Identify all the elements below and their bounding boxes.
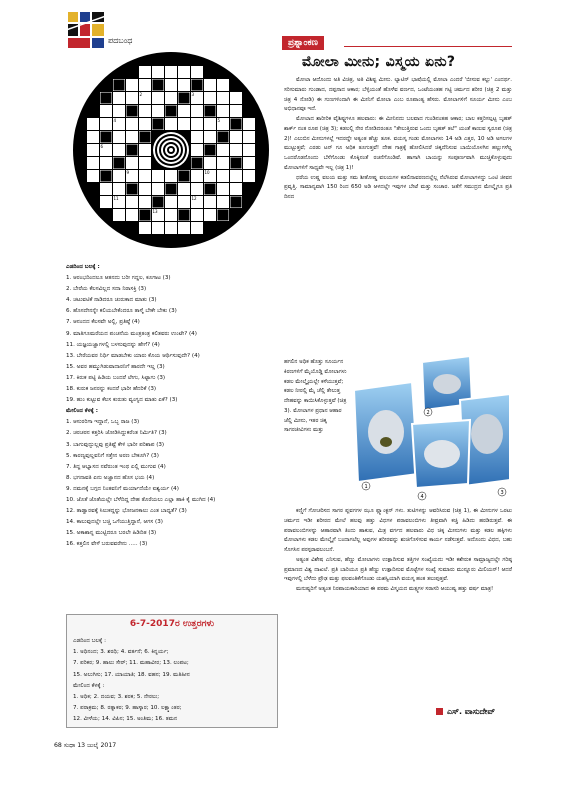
svg-text:1: 1	[364, 484, 368, 490]
grid-cell[interactable]	[87, 118, 100, 131]
crossword-drawing	[73, 52, 269, 248]
clue-item: 19. ಹುಂ ಕುಟ್ಟುವ ಕೆಲಸ ಕುರುತು ವ್ಯಂಗ್ಯದ ಮಾತು ಏಕೆ? (3)	[66, 397, 178, 404]
grid-cell[interactable]	[243, 157, 256, 170]
grid-cell[interactable]	[217, 196, 230, 209]
clue-item: 8. ಭಗನಾವತಿ ಏನು ಅಜ್ಞಾನದ ಹೊಸ ಭಯ (4)	[66, 474, 155, 481]
black-cell	[114, 80, 125, 91]
section-tag: ಪ್ರಶ್ನಾಂಕಣ	[282, 36, 324, 50]
grid-cell[interactable]	[139, 157, 152, 170]
grid-cell[interactable]	[191, 105, 204, 118]
grid-cell[interactable]	[243, 144, 256, 157]
clue-item: 3. ಬಾಗುವುದ್ಭುಲ್ಲವು ಪ್ರತಿಷ್ಟೆ ಕೇಳಿ ಭಾರೀ ಪರಿಶಾಪ (3)	[66, 441, 165, 448]
cell-number: 12	[191, 196, 197, 201]
grid-cell[interactable]	[139, 170, 152, 183]
black-cell	[140, 132, 151, 143]
grid-cell[interactable]	[204, 79, 217, 92]
clue-item: 1. ಆಸುರರಿಗಾ ಇದ್ದಾನೆ, ಒಬ್ಬ ರಾಜ (3)	[66, 419, 140, 426]
grid-cell[interactable]	[100, 157, 113, 170]
grid-cell[interactable]	[152, 170, 165, 183]
grid-cell[interactable]	[152, 105, 165, 118]
grid-cell[interactable]	[165, 222, 178, 235]
grid-cell[interactable]	[152, 183, 165, 196]
black-cell	[101, 171, 112, 182]
black-cell	[231, 119, 242, 130]
grid-cell[interactable]	[139, 66, 152, 79]
black-cell	[179, 210, 190, 221]
grid-cell[interactable]	[191, 131, 204, 144]
grid-cell[interactable]	[87, 157, 100, 170]
fish-face-1	[368, 410, 404, 454]
grid-cell[interactable]	[243, 131, 256, 144]
black-cell	[166, 184, 177, 195]
answer-item-heading: ಮೇಲಿಂದ ಕೆಳಕ್ಕೆ :	[73, 682, 105, 689]
cell-number: 10	[204, 170, 210, 175]
black-cell	[205, 145, 216, 156]
puzzle-logo-icon	[66, 10, 106, 50]
clue-item-heading: ಮೇಲಿಂದ ಕೆಳಕ್ಕೆ :	[66, 408, 98, 415]
svg-text:4: 4	[420, 494, 424, 500]
grid-cell[interactable]	[230, 131, 243, 144]
clue-item: 13. ಬೇರೆಯವರ ನಿರ್ಧಿ ಮಾಡಬೇಕು ಯಾರು ಕೊಯ ಆರ್ಥಿಸುವುದೇ? (4)	[66, 352, 200, 359]
cell-number: 9	[126, 170, 130, 175]
black-cell	[127, 184, 138, 195]
article-headline: ಮೋಲಾ ಮೀನು; ವಿಸ್ಮಯ ಏನು?	[302, 54, 456, 70]
page-footer: 68 ಸುಧಾ 13 ಜುಲೈ 2017	[54, 742, 117, 749]
grid-cell[interactable]	[113, 170, 126, 183]
grid-cell[interactable]	[152, 92, 165, 105]
svg-text:3: 3	[500, 490, 504, 496]
grid-cell[interactable]	[217, 79, 230, 92]
cell-number: 13	[152, 209, 158, 214]
grid-cell[interactable]	[178, 66, 191, 79]
cell-number: 4	[113, 118, 117, 123]
answer-list	[73, 636, 273, 726]
fish-2	[433, 374, 461, 394]
clue-item: 12. ತಾಡ್ವಾರವಕ್ಕೆ ಸಿಲುಕದ್ದನ್ನು ಭೋಜನಕಾಲು ಎಂತ ಬಾಧ್ಯತೆ? (3)	[66, 508, 187, 515]
grid-cell[interactable]	[152, 222, 165, 235]
black-cell	[179, 171, 190, 182]
article-paragraph: ಅತ್ಯಂತ ವಿಶೇಷ ಎನಿಸುವ, ಹೆಣ್ಣು ಮೋಲಾಗಳು ಉತ್ಪಾದಿಸುವ ತತ್ತಿಗಳ ಸಂಖ್ಯೆಯದು ಇಡೀ ಕಶೇರುಕ ಸಾಮ್ರಾಜ್ಯದಲ್ಲೇ ಗರಿಷ್ಠ ಪ್ರಮಾಣದ ವಿಶ್ವ ದಾಖಲೆ. ಪ್ರತಿ ಬಾರಿಯೂ ಪ್ರತಿ ಹೆಣ್ಣು ಉತ್ಪಾದಿಸುವ ಮೊಟ್ಟೆಗಳ ಸಂಖ್ಯೆ ಸುಮಾರು ಮುನ್ನೂರು ಮಿಲಿಯನ್! ಆದರೆ ಇವುಗಳಲ್ಲಿ ಬೆಳೆದು ಪ್ರೌಢ ಮತ್ತು ಫಲವಂತಿಕೆಗೊಂಡು ಯಶಸ್ವಿಯಾಗಿ ವಯಸ್ಕ ಹಂತ ತಲುಪುತ್ತವೆ.	[284, 556, 512, 583]
article-paragraph: ಮನುಷ್ಯರಿಗೆ ಅತ್ಯಂತ ನಿರಪಾಯಕಾರಿಯಾದ ಈ ಪರಮ ವಿಸ್ಮಯದ ಮತ್ಸ್ಯಗಳ ಸರಾಸರಿ ಆಯುಷ್ಯ ಹತ್ತು ವರ್ಷ ಮಾತ್ರ!	[296, 586, 494, 592]
grid-cell[interactable]	[139, 183, 152, 196]
grid-cell[interactable]	[113, 144, 126, 157]
grid-cell[interactable]	[230, 92, 243, 105]
cell-number: 2	[139, 92, 143, 97]
cell-number: 6	[100, 144, 104, 149]
clue-item: 9. ದಮನಕ್ಕೆ ಬಗ್ಗದ ನಿಂತವನಿಗೆ ಮರ್ಯಾದೆಯೇ ಐಶ್ವರ್ಯ (4)	[66, 485, 179, 492]
grid-cell[interactable]	[87, 170, 100, 183]
grid-cell[interactable]	[100, 183, 113, 196]
clue-item: 14. ಕಾಲುವುದಲ್ಲೇ ಬಚ್ಚಿ ಒಗೆಯುತ್ತಿದ್ದಾನೆ, ಆಗಸ (3)	[66, 519, 163, 526]
article-paragraph: ಮೋಲಾ ಆದೊಂದು ಅತಿ ವಿಚಿತ್ರ, ಅತಿ ವಿಶಿಷ್ಟ ಮೀನು. ಲ್ಯಾಟಿನ್ ಭಾಷೆಯಲ್ಲಿ ಮೋಲಾ ಎಂದರೆ 'ಬೀಸುವ ಕಲ್ಲು' ಎಂದರ್ಥ. ಸರಿಸುಮಾರು ಗುಂಡಾದ, ದಪ್ಪನಾದ ಆಕಾರ; ಬೆಳ್ಳಿಯಂತೆ ಹೊಳೆವ ವರ್ಣದ, ಒಂಟೆಯಂತಹ ಗಟ್ಟಿ ಚರ್ಮದ ಶರೀರ (ಚಿತ್ರ 2 ಮತ್ತು ಚಿತ್ರ 4 ನೋಡಿ) ಈ ಗುಣಗಳಿಂದಾಗಿ ಈ ಮೀನಿಗೆ ಮೋಲಾ ಎಂಬ ರೂಪಾಂತ್ಯ ಹೆಸರು. ಮೋಲಾಗಳಿಗೆ ಸೂರ್ಯ ಮೀನು ಎಂಬ ಅಭಿಧಾನವೂ ಇದೆ.	[284, 77, 512, 113]
grid-cell[interactable]	[204, 157, 217, 170]
cell-number: 3	[191, 92, 195, 97]
clue-item: 7. ಆನಂದದ ಕೆಲಸವೇ ಅಲ್ಲಿ, ಪ್ರತಿಷ್ಠೆ (4)	[66, 319, 140, 326]
black-cell	[205, 106, 216, 117]
grid-cell[interactable]	[243, 118, 256, 131]
clue-item: 17. ಕಿರುಕ ಪಟ್ಟಿ ಹಿಡಿಯ ಬಂದರೆ ಲೇಗು, ಸಿಟ್ಟಾಗು (3)	[66, 374, 166, 381]
grid-cell[interactable]	[165, 118, 178, 131]
article-body-left: ಹಗಲಿನ ಅಧಿಕ ಹೊತ್ತು ಸೂರ್ಯನ ಕಿರಣಗಳಿಗೆ ಮೈಯೊಡ್ಡಿ ಮೋಲಾಗಳು ಕಡಲ ಮೇಲ್ಮೈಯಲ್ಲೇ ಕಳೆಯುತ್ತವೆ; ಕಡಲ ನೀರಲ್ಲಿ ಮೈ ಚೆಲ್ಲಿ ತೇಲುತ್ತ ದೇಹವನ್ನು ಕಾಯಿಸಿಕೊಳ್ಳುತ್ತವೆ (ಚಿತ್ರ 3). ಮೋಲಾಗಳ ಪ್ರಧಾನ ಆಹಾರ ಜೆಲ್ಲಿ ಮೀನು, ಇತರ ಚಿಕ್ಕ ಸಾಗರಜೀವಿಗಳು ಮತ್ತು	[284, 359, 347, 434]
grid-cell[interactable]	[204, 196, 217, 209]
grid-cell[interactable]	[100, 105, 113, 118]
grid-cell[interactable]	[152, 66, 165, 79]
grid-cell[interactable]	[113, 183, 126, 196]
grid-cell[interactable]	[217, 92, 230, 105]
grid-cell[interactable]	[139, 222, 152, 235]
clue-item-heading: ಎಡದಿಂದ ಬಲಕ್ಕೆ :	[66, 264, 100, 270]
grid-cell[interactable]	[204, 131, 217, 144]
clue-item: 4. ಚಟುವಟಿಕೆ ನಾಡಿದರೂ ಚುರುಕಾದ ಮಾತು (3)	[66, 297, 157, 304]
black-cell	[127, 145, 138, 156]
grid-cell[interactable]	[113, 105, 126, 118]
black-cell	[114, 158, 125, 169]
grid-cell[interactable]	[87, 131, 100, 144]
square-bullet-icon	[436, 708, 443, 715]
grid-cell[interactable]	[113, 92, 126, 105]
grid-cell[interactable]	[165, 170, 178, 183]
clue-item: 2. ಚರಚರನ ಕತ್ತರಿಸಿ ಜೋಡಿಸಿದ್ದುಕರೆಂತ ನಿರ್ಮಿತಿ? (3)	[66, 430, 167, 437]
grid-cell[interactable]	[178, 118, 191, 131]
grid-cell[interactable]	[126, 79, 139, 92]
black-cell	[101, 132, 112, 143]
grid-cell[interactable]	[191, 66, 204, 79]
crossword-grid	[73, 52, 269, 248]
grid-cell[interactable]	[230, 170, 243, 183]
grid-cell[interactable]	[165, 66, 178, 79]
cell-number: 5	[217, 118, 221, 123]
grid-cell[interactable]	[178, 79, 191, 92]
grid-cell[interactable]	[126, 209, 139, 222]
black-cell	[179, 93, 190, 104]
answers-box	[66, 614, 278, 728]
clue-item: 11. ಯಜ್ಞಯಜ್ಞಾಗಳಲ್ಲಿ ಬಳಸುವುದನ್ನು ಹೇಗೆ? (4)	[66, 341, 160, 348]
clue-item: 5. ಕಾರಣ್ಯವುಲ್ಲವನಿಗೆ ಸತ್ತೇನ ಅರಣ ಬೇಕೂಗಿ? (3)	[66, 452, 159, 459]
answer-item: 7. ಪರಿಕರ; 9. ಹಾಲು ಸೇರ್; 11. ಮಹಾವೀರ; 13. ಲಂಪಟ;	[73, 660, 189, 667]
grid-cell[interactable]	[191, 209, 204, 222]
black-cell	[140, 210, 151, 221]
answer-item-heading: ಎಡದಿಂದ ಬಲಕ್ಕೆ :	[73, 638, 106, 644]
black-cell	[205, 184, 216, 195]
black-cell	[153, 80, 164, 91]
grid-cell[interactable]	[191, 170, 204, 183]
grid-cell[interactable]	[230, 144, 243, 157]
grid-cell[interactable]	[113, 131, 126, 144]
grid-cell[interactable]	[113, 209, 126, 222]
black-cell	[153, 119, 164, 130]
grid-cell[interactable]	[178, 196, 191, 209]
black-cell	[166, 106, 177, 117]
grid-cell[interactable]	[126, 196, 139, 209]
clue-item: 1. ಆರಂಭದಿಂದಲೂ ಆತನದು ಬರೀ ಗದ್ದಲ, ಕೂಗಾಟ (3)	[66, 275, 171, 282]
grid-cell[interactable]	[126, 157, 139, 170]
grid-cell[interactable]	[191, 144, 204, 157]
fish-photo-collage	[352, 354, 512, 506]
grid-cell[interactable]	[217, 157, 230, 170]
article-paragraph: ಧರೆಯ ಉಷ್ಣ ವಲಯ ಮತ್ತು ಸಮ ಶೀತೋಷ್ಣ ವಲಯಗಳ ಕಡಲಿನಾವರಣದಲ್ಲೆಲ್ಲ ನೆಲೆಸಿರುವ ಮೋಲಾಗಳದ್ದು ಒಂಟಿ ಜೀವನ ಪ್ರವೃತ್ತಿ. ಸಾಮಾನ್ಯವಾಗಿ 150 ರಿಂದ 650 ಅಡಿ ಆಳದಲ್ಲೇ ಇವುಗಳ ಬೇಟೆ ಮತ್ತು ಸಂಚಾರ. ಜತೆಗೆ ಸಮುದ್ರದ ಮೇಲ್ಮೈಗೂ ಪ್ರತಿ ದಿನದ	[284, 174, 512, 200]
grid-cell[interactable]	[165, 196, 178, 209]
column-label: ಪದಬಂಧ	[108, 36, 133, 45]
grid-cell[interactable]	[191, 118, 204, 131]
svg-text:2: 2	[426, 410, 430, 416]
clue-item: 10. ಜೊತೆ ಜೊತೆಯಲ್ಲೇ ಬೆಳೆದಿದ್ದ ದೇಹ ತೊರೆಯಲು ಎಲ್ಲಾ ಹಾಕಿ ಕೈ ಮುಗಿದ (4)	[66, 496, 216, 503]
black-cell	[218, 210, 229, 221]
clue-item: 15. ಅಕಾಶಾನ್ನ ಮುಟ್ಟಿದರೂ ಬರಲೇ ಹಿಡಿದಿತ (3)	[66, 530, 157, 537]
answer-item: 15. ಅಲುಗಿಸು; 17. ಯಾಯಾತಿ; 18. ವಹನ; 19. ಮತಿಹೀನ	[73, 671, 190, 678]
grid-cell[interactable]	[165, 79, 178, 92]
black-cell	[192, 80, 203, 91]
grid-cell[interactable]	[126, 92, 139, 105]
clue-list	[66, 262, 276, 550]
grid-cell[interactable]	[126, 131, 139, 144]
answer-item: 7. ಪರಾಕ್ರಮ; 8. ರತ್ನಾಕರ; 9. ಹಾಸ್ಕಾರ; 10. ಲಕ್ಷ್ಮಾಂತರ;	[73, 705, 182, 712]
author-signature	[436, 707, 495, 717]
fish-4	[424, 440, 460, 468]
section-rule	[344, 46, 512, 47]
clue-item: 16. ಕತ್ತಲಿನ ವೇಳೆ ಬರುವವರೇನು ..... (3)	[66, 541, 148, 548]
grid-cell[interactable]	[230, 105, 243, 118]
clue-item: 15. ಅವರ ಹಮ್ಮುಗಿಡುವಾದಾರನಿಗೆ ಹಾರದೇ ಇಲ್ಲ (3)	[66, 363, 165, 370]
black-cell	[231, 197, 242, 208]
center-spiral-ornament	[151, 130, 191, 170]
author-name: ಎಸ್. ವಾಸುದೇವ್	[447, 707, 496, 716]
grid-cell[interactable]	[217, 183, 230, 196]
article-body-bottom	[284, 507, 512, 595]
cell-number: 1	[100, 92, 104, 97]
grid-cell[interactable]	[191, 183, 204, 196]
grid-cell[interactable]	[100, 118, 113, 131]
grid-cell[interactable]	[204, 92, 217, 105]
clue-item: 9. ಮಾತಿಗೂಮರೆಯದ ಪಂಚನೆಯ ಮಂತ್ರತಂತ್ರ ಕಲಿತವರು ಉಂಟೇ? (4)	[66, 330, 197, 337]
answer-item: 1. ಅಧಿನಂದ; 3. ಶರಧಿ; 4. ವರ್ತನೆ; 6. ಕಿನ್ನರ್ಯ;	[73, 649, 169, 656]
black-cell	[218, 132, 229, 143]
grid-cell[interactable]	[87, 144, 100, 157]
article-paragraph: ಮೋಲಾದ ಶಾರೀರಿಕ ವೈಶಿಷ್ಟ್ಯಗಳೂ ಹಲವಾರು: ಈ ಮೀನಿನದು ಬಲವಾದ ಗುಂಡಿನಂತಹ ಆಕಾರ; ಬಾಲ ಕತ್ತರಿಸಲ್ಪಟ್ಟ ಬೃಹತ್ ಶಾರ್ಕ್ ನಂತ ರೂಪ (ಚಿತ್ರ 3); ಕಡಲಲ್ಲಿ ನೇರ ನೋಡಿದರಂತೂ "ತೇಲುತ್ತಿರುವ ಒಂದು ಬೃಹತ್ ತಲೆ" ಯಂತೆ ಕಾಣುವ ಸ್ವರೂಪ (ಚಿತ್ರ 2)! ಎಲುಬಿನ ಮೀನುಗಳಲ್ಲೆ ಇದರದ್ದೇ ಅತ್ಯಂತ ಹೆಚ್ಚು ತೂಕ. ವಯಸ್ಕ ಗಂಡು ಮೋಲಾಗಳು 14 ಅಡಿ ಎತ್ತರ, 10 ಅಡಿ ಅಗಲಗಳ ಮುಟ್ಟುತ್ತವೆ; ಎರಡು ಟನ್ ಗೂ ಅಧಿಕ ತೂಗುತ್ತವೆ! ದೇಹ ಗಾತ್ರಕ್ಕೆ ಹೋಲಿಸಿದರೆ ಚಿಕ್ಕದೆನಿಸುವ ಬಾಯಿಯೊಳಗಿನ ಹಲ್ಲುಗಳೆಲ್ಲ ಒಂದರೊಡನೊಂದು ಬೆಸೆಗೊಂಡು ಕೊಕ್ಕಿನಂತೆ ರಚನೆಗೊಂಡಿವೆ. ಹಾಗಾಗಿ ಬಾಯನ್ನು ಸಂಪೂರ್ಣವಾಗಿ ಮುಚ್ಚಿಕೊಳ್ಳುವುದು ಮೋಲಾಗಳಿಗೆ ಸಾಧ್ಯವೇ ಇಲ್ಲ (ಚಿತ್ರ 1)!	[284, 116, 512, 171]
grid-cell[interactable]	[178, 183, 191, 196]
grid-cell[interactable]	[126, 118, 139, 131]
black-cell	[231, 158, 242, 169]
clue-item: 6. ಹೊಸದೇನನ್ನೇ ಕಲಿಯಬೇಕೆಂದರೂ ತಾಳ್ಮೆ ಬೇಕೇ ಬೇಕು (3)	[66, 308, 177, 315]
article-paragraph: ಕಣ್ಣಿಗೆ ಗೋಚರಿಸದ ಸಾಗರ ಪ್ಲವಗಗಳ ಝೂ ಪ್ಲ್ಯಾಂಕ್ಟನ್ ಗಳು. ತುಟಿಗಳನ್ನು ಆವರಿಸಿರುವ (ಚಿತ್ರ 1), ಈ ಮೀನುಗಳ ಒರಟು ಚರ್ಮದ ಇಡೀ ಶರೀರದ ಮೇಲೆ ಹಲವು ಹತ್ತು ವಿಧಗಳ ಪರಾವಲಂಬಿಗಳು ತೀವ್ರವಾಗಿ ಕಚ್ಚಿ ಹಿಡಿದು ಹರಡಿರುತ್ತವೆ. ಈ ಪರಾವಲಂಬಿಗಳನ್ನು ಆಹಾರವಾಗಿ ತಿಂದು ಹಾಕುವ, ಮಿತ್ರ ವರ್ಗದ ಹಲವಾರು ವಿಧ ಚಿಕ್ಕ ಮೀನುಗಳು ಮತ್ತು ಕಡಲ ಹಕ್ಕಿಗಳು ಮೋಲಾಗಳು ಕಡಲ ಮೇಲ್ಮೈಗೆ ಬಂದಾಗಲೆಲ್ಲ ಅವುಗಳ ಶರೀರವನ್ನು ಶುಚಿಗೊಳಿಸುವ ಕಾರ್ಯ ನಡೆಸುತ್ತವೆ. ಅದೊಂದು ವಿಧದ, ಬಹು ಸೊಗಸಿನ ಪರಸ್ಪರಾವಲಂಬನೆ.	[284, 508, 512, 553]
fish-3	[471, 414, 503, 454]
grid-cell[interactable]	[139, 79, 152, 92]
grid-cell[interactable]	[191, 222, 204, 235]
article-body-top	[284, 76, 512, 203]
grid-cell[interactable]	[204, 118, 217, 131]
clue-item: 18. ಕುರುಕ ಜನರನ್ನು ಕಂದರೆ ಭಾರೀ ಹೆದರಿಕೆ (3)	[66, 386, 157, 393]
grid-cell[interactable]	[230, 183, 243, 196]
grid-cell[interactable]	[217, 144, 230, 157]
grid-cell[interactable]	[139, 196, 152, 209]
grid-cell[interactable]	[139, 144, 152, 157]
black-cell	[127, 106, 138, 117]
cell-number: 11	[113, 196, 119, 201]
grid-cell[interactable]	[100, 196, 113, 209]
grid-cell[interactable]	[204, 209, 217, 222]
black-cell	[153, 197, 164, 208]
grid-cell[interactable]	[165, 209, 178, 222]
answers-title: 6-7-2017ರ ಉತ್ತರಗಳು	[129, 619, 215, 629]
answer-item: 12. ವೀಳೆಯ; 14. ವಿಪಿನ; 15. ಅಂತಿಮ; 16. ತಮನ	[73, 716, 178, 723]
grid-cell[interactable]	[165, 92, 178, 105]
black-cell	[192, 158, 203, 169]
answer-item: 1. ಅಧಿಕ; 2. ದಯವ; 3. ಶರಕ; 5. ನೇರಲು;	[73, 694, 160, 701]
grid-cell[interactable]	[139, 118, 152, 131]
grid-cell[interactable]	[139, 105, 152, 118]
grid-cell[interactable]	[217, 105, 230, 118]
grid-cell[interactable]	[217, 170, 230, 183]
grid-cell[interactable]	[178, 105, 191, 118]
clue-item: 7. ತಿದ್ದ ಆಭ್ಯಾಸದ ನವೆರುಂತ ಇಂಥ ಏಲ್ಲಿ ಮುಗುವ (4)	[66, 463, 166, 470]
clue-item: 2. ಬೇರೆಯ ಕೆಲಸವಿಲ್ಲದ ಸದಾ ನಿರಾಸಕ್ತಿ (3)	[66, 286, 147, 293]
grid-cell[interactable]	[243, 170, 256, 183]
grid-cell[interactable]	[178, 222, 191, 235]
